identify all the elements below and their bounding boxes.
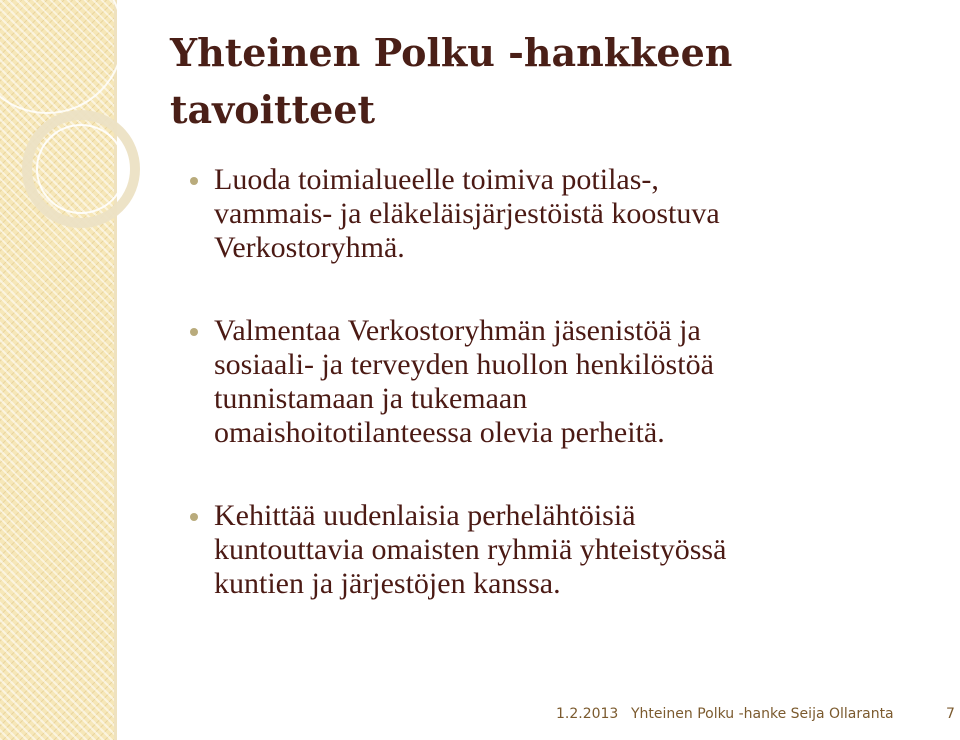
bullet-item-3 [190,499,930,601]
bullet-3-line-2: kuntouttavia omaisten ryhmiä yhteistyössä [214,533,727,566]
bullet-1-line-1: Luoda toimialueelle toimiva potilas-, [214,163,659,196]
side-band-edge [114,0,117,740]
decorative-ring-inner [36,124,126,214]
bullet-dot-icon [190,328,198,336]
footer-text: Yhteinen Polku -hanke Seija Ollaranta [631,706,894,722]
bullet-list [190,163,930,650]
bullet-2-line-2: sosiaali- ja terveyden huollon henkilöstöä [214,348,714,381]
bullet-1-line-2: vammais- ja eläkeläisjärjestöistä koostuva [214,197,720,230]
bullet-item-1 [190,163,930,265]
bullet-dot-icon [190,513,198,521]
bullet-2-line-1: Valmentaa Verkostoryhmän jäsenistöä ja [214,314,701,347]
bullet-item-2 [190,314,930,450]
bullet-dot-icon [190,177,198,185]
slide-title: Yhteinen Polku -hankkeen tavoitteet [170,30,733,132]
bullet-3-line-3: kuntien ja järjestöjen kanssa. [214,567,561,600]
bullet-1-line-3: Verkostoryhmä. [214,231,405,264]
bullet-2-line-4: omaishoitotilanteessa olevia perheitä. [214,416,665,449]
slide-footer [0,706,960,728]
bullet-3-line-1: Kehittää uudenlaisia perhelähtöisiä [214,499,636,532]
page-number: 7 [946,706,955,722]
footer-date: 1.2.2013 [556,706,619,722]
bullet-2-line-3: tunnistamaan ja tukemaan [214,382,528,415]
